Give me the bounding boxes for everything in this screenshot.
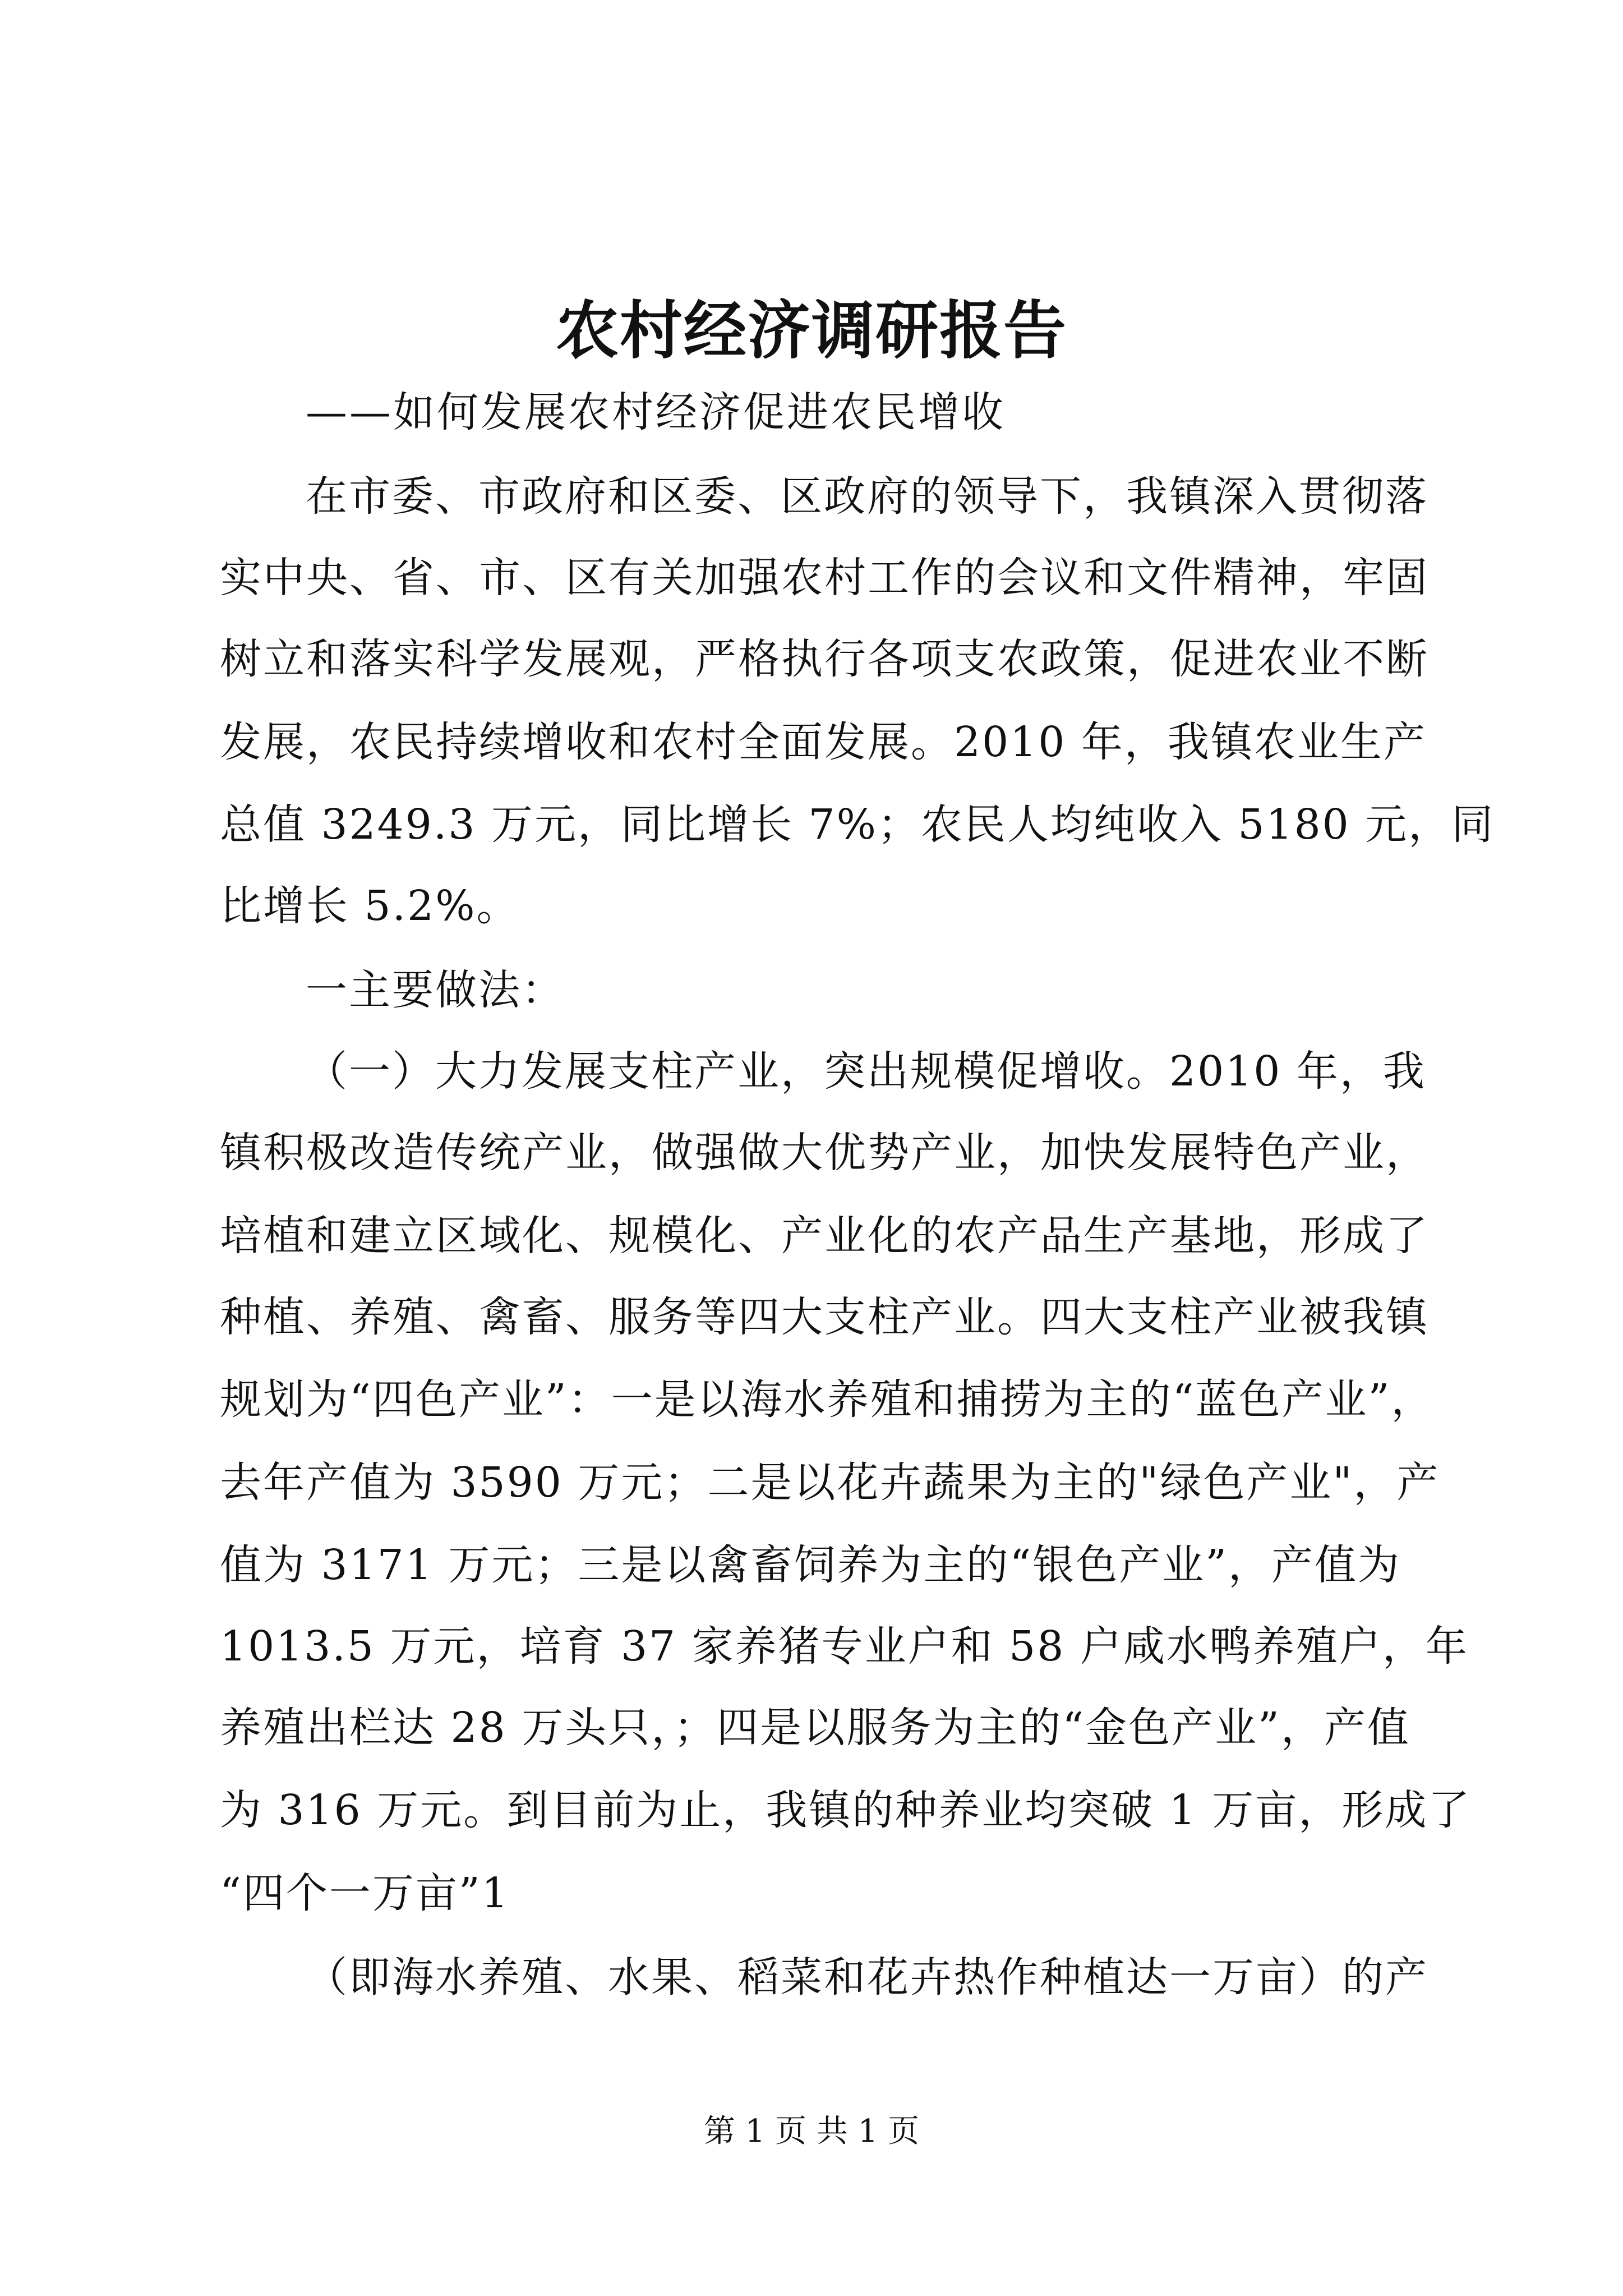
text-line: 镇积极改造传统产业，做强做大优势产业，加快发展特色产业，: [220, 1129, 1429, 1177]
section-heading: 一主要做法：: [306, 966, 565, 1014]
text-line: 养殖出栏达 28 万头只，；四是以服务为主的“金色产业”，产值: [220, 1704, 1410, 1752]
text-line: 值为 3171 万元；三是以禽畜饲养为主的“银色产业”，产值为: [220, 1541, 1401, 1589]
text-line: 在市委、市政府和区委、区政府的领导下，我镇深入贯彻落: [306, 472, 1428, 521]
text-line: 种植、养殖、禽畜、服务等四大支柱产业。四大支柱产业被我镇: [220, 1293, 1429, 1341]
text-line: （即海水养殖、水果、稻菜和花卉热作种植达一万亩）的产: [306, 1953, 1428, 2001]
text-line: 实中央、省、市、区有关加强农村工作的会议和文件精神，牢固: [220, 554, 1429, 602]
document-title: 农村经济调研报告: [556, 294, 1067, 367]
document-subtitle: ——如何发展农村经济促进农民增收: [306, 388, 1006, 436]
page-footer: 第 1 页 共 1 页: [703, 2113, 920, 2150]
text-line: 规划为“四色产业”：一是以海水养殖和捕捞为主的“蓝色产业”，: [220, 1375, 1435, 1424]
text-line: 1013.5 万元，培育 37 家养猪专业户和 58 户咸水鸭养殖户，年: [220, 1622, 1469, 1671]
text-line: 发展，农民持续增收和农村全面发展。2010 年，我镇农业生产: [220, 718, 1427, 766]
text-line: 树立和落实科学发展观，严格执行各项支农政策，促进农业不断: [220, 635, 1429, 683]
text-line: “四个一万亩”1: [220, 1869, 510, 1917]
text-line: 总值 3249.3 万元，同比增长 7%；农民人均纯收入 5180 元，同: [220, 800, 1495, 849]
text-line: 去年产值为 3590 万元；二是以花卉蔬果为主的"绿色产业"，产: [220, 1458, 1440, 1507]
text-line: 培植和建立区域化、规模化、产业化的农产品生产基地，形成了: [220, 1212, 1429, 1260]
text-line: 比增长 5.2%。: [220, 882, 520, 930]
text-line: （一）大力发展支柱产业，突出规模促增收。2010 年，我: [306, 1047, 1426, 1096]
text-line: 为 316 万元。到目前为止，我镇的种养业均突破 1 万亩，形成了: [220, 1786, 1472, 1834]
